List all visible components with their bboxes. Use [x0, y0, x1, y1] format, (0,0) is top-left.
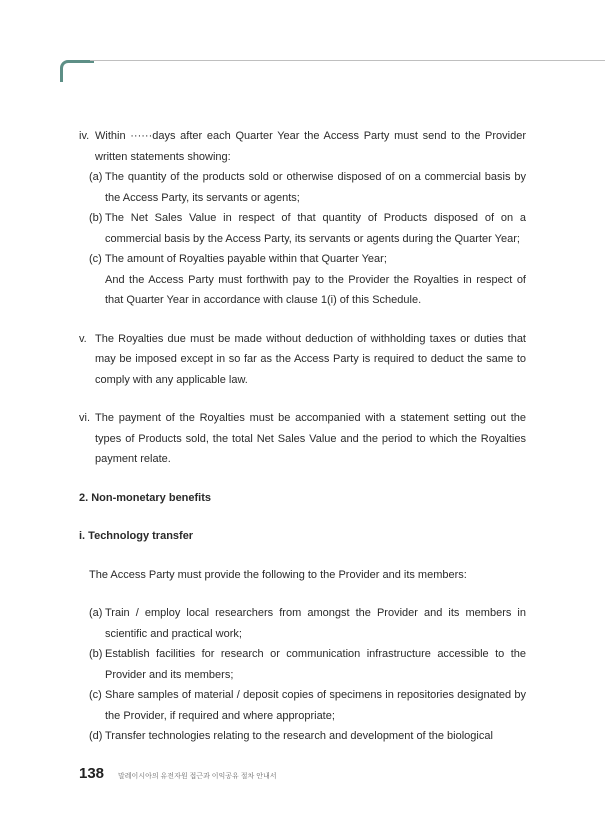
section-v-label: v.: [79, 332, 90, 345]
list-item: [89, 603, 526, 644]
page-number: 138: [79, 765, 105, 782]
list-item-label: (b): [89, 648, 106, 660]
list-item-label: (d): [89, 730, 106, 742]
list-item-text: The amount of Royalties payable within that Quarter Year;: [105, 253, 387, 265]
list-item-label: (a): [89, 171, 106, 183]
section-v: [79, 329, 526, 391]
list-item: [89, 167, 526, 208]
intro-text: The Access Party must provide the following to the Provider and its members:: [89, 568, 467, 581]
list-item: [89, 208, 526, 249]
section-v-text: The Royalties due must be made without deduction of withholding taxes or duties that may be imposed except in so far as the Access Party is required to deduct the same to comply with any applicable law.: [95, 332, 526, 386]
list-item-text: The Net Sales Value in respect of that quantity of Products disposed of on a commercial basis by the Access Party, its servants or agents during the Quarter Year;: [105, 212, 526, 245]
page-footer: [79, 765, 277, 782]
document-body: [79, 126, 526, 747]
list-item: [89, 726, 526, 747]
list-item: [89, 685, 526, 726]
list-item: [89, 249, 526, 270]
list-item-text: The quantity of the products sold or otherwise disposed of on a commercial basis by the Access Party, its servants or agents;: [105, 171, 526, 204]
corner-accent: [60, 60, 94, 82]
section-iv-label: iv.: [79, 130, 93, 142]
list-item-label: (c): [89, 253, 105, 265]
section-iv-text: Within ······days after each Quarter Year the Access Party must send to the Provider written statements showing:: [95, 130, 526, 163]
list-item-label: (a): [89, 607, 106, 619]
heading-technology-transfer: i. Technology transfer: [79, 530, 194, 542]
section-iv-continuation: And the Access Party must forthwith pay to the Provider the Royalties in respect of that Quarter Year in accordance with clause 1(i) of this Schedule.: [105, 273, 526, 306]
list-item-text: Train / employ local researchers from amongst the Provider and its members in scientific and practical work;: [105, 607, 526, 640]
header-rule: [90, 60, 605, 61]
list-item-label: (c): [89, 689, 105, 701]
section-vi: [79, 408, 526, 470]
list-item-label: (b): [89, 212, 106, 224]
section-vi-text: The payment of the Royalties must be accompanied with a statement setting out the types of Products sold, the total Net Sales Value and the period to which the Royalties payment relate.: [95, 412, 526, 465]
section-iv: [79, 126, 526, 167]
list-item-text: Establish facilities for research or communication infrastructure accessible to the Provider and its members;: [105, 648, 526, 681]
heading-non-monetary: 2. Non-monetary benefits: [79, 491, 212, 504]
list-item-text: Transfer technologies relating to the research and development of the biological: [105, 730, 493, 742]
footer-title: 말레이시아의 유전자원 접근과 이익공유 절차 안내서: [118, 773, 277, 780]
list-item: [89, 644, 526, 685]
section-vi-label: vi.: [79, 412, 94, 424]
list-item-text: Share samples of material / deposit copies of specimens in repositories designated by the Provider, if required and where appropriate;: [105, 689, 526, 722]
